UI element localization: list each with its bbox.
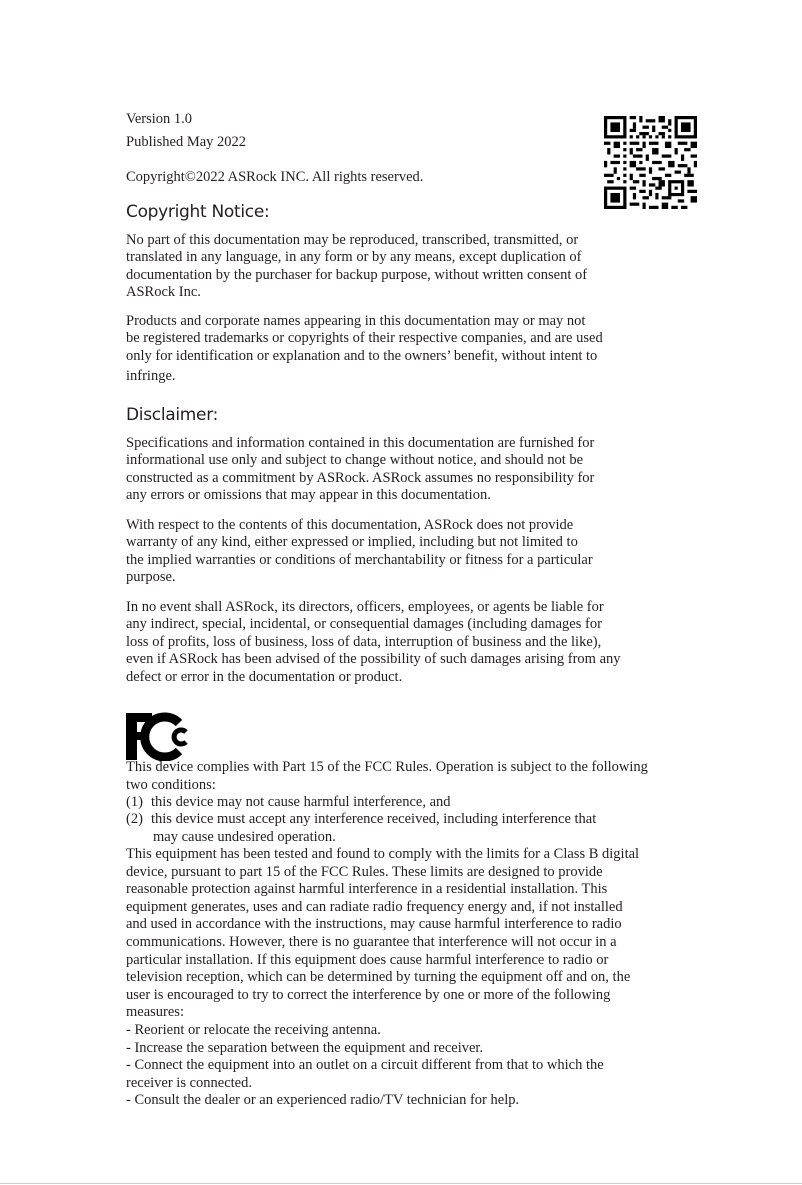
list-number: (1) [126, 794, 143, 810]
text-line: equipment generates, uses and can radiate radio frequency energy and, if not installed [126, 898, 623, 915]
text-line: ASRock Inc. [126, 284, 201, 301]
text-line: This device complies with Part 15 of the FCC Rules. Operation is subject to the following [126, 759, 648, 775]
disclaimer-paragraph-2 [126, 517, 686, 587]
text-line: device, pursuant to part 15 of the FCC Rules. These limits are designed to provide [126, 863, 603, 880]
list-number: (2) [126, 811, 143, 827]
text-line: loss of profits, loss of business, loss of data, interruption of business and the like), [126, 633, 602, 650]
qr-code-icon [604, 116, 697, 209]
text-line: measures: [126, 1004, 184, 1021]
text-line: defect or error in the documentation or product. [126, 668, 403, 685]
text-line: - Reorient or relocate the receiving antenna. [126, 1021, 381, 1038]
text-line: With respect to the contents of this documentation, ASRock does not provide [126, 517, 574, 533]
disclaimer-heading: Disclaimer: [126, 405, 219, 425]
copyright-paragraph-1 [126, 232, 686, 302]
disclaimer-paragraph-3 [126, 599, 686, 686]
text-line: Specifications and information contained in this documentation are furnished for [126, 435, 595, 451]
copyright-paragraph-2 [126, 313, 686, 386]
text-line: infringe. [126, 368, 176, 385]
text-line: the implied warranties or conditions of merchantability or fitness for a particular [126, 551, 593, 568]
fcc-condition-2-continued: may cause undesired operation. [153, 829, 336, 845]
text-line: television reception, which can be determined by turning the equipment off and on, the [126, 969, 631, 986]
text-line: even if ASRock has been advised of the possibility of such damages arising from any [126, 651, 621, 668]
list-text: this device may not cause harmful interference, and [151, 794, 451, 810]
text-line: user is encouraged to try to correct the interference by one or more of the following [126, 986, 611, 1003]
text-line: only for identification or explanation and to the owners’ benefit, without intent to [126, 347, 598, 364]
fcc-intro [126, 759, 686, 794]
fcc-body [126, 846, 686, 1110]
text-line: any indirect, special, incidental, or consequential damages (including damages for [126, 616, 602, 633]
text-line: Products and corporate names appearing in this documentation may or may not [126, 313, 586, 329]
text-line: No part of this documentation may be reproduced, transcribed, transmitted, or [126, 232, 579, 248]
text-line: receiver is connected. [126, 1074, 252, 1091]
copyright-notice-heading: Copyright Notice: [126, 202, 270, 222]
text-line: any errors or omissions that may appear in this documentation. [126, 487, 491, 504]
text-line: translated in any language, in any form or by any means, except duplication of [126, 249, 582, 266]
text-line: be registered trademarks or copyrights of their respective companies, and are used [126, 330, 603, 347]
text-line: warranty of any kind, either expressed or implied, including but not limited to [126, 534, 578, 551]
text-line: - Consult the dealer or an experienced radio/TV technician for help. [126, 1092, 520, 1109]
list-text: this device must accept any interference received, including interference that [151, 811, 597, 827]
fcc-condition-2 [126, 811, 596, 829]
copyright-line: Copyright©2022 ASRock INC. All rights reserved. [126, 169, 424, 185]
text-line: - Connect the equipment into an outlet on a circuit different from that to which the [126, 1057, 604, 1074]
fcc-condition-1 [126, 794, 451, 812]
bottom-divider [0, 1183, 802, 1184]
disclaimer-paragraph-1 [126, 435, 686, 505]
text-line: In no event shall ASRock, its directors, officers, employees, or agents be liable for [126, 599, 604, 615]
version-line: Version 1.0 [126, 111, 193, 127]
text-line: reasonable protection against harmful interference in a residential installation. This [126, 881, 608, 898]
fcc-logo-icon [126, 712, 194, 761]
text-line: communications. However, there is no guarantee that interference will not occur in a [126, 933, 617, 950]
text-line: - Increase the separation between the equipment and receiver. [126, 1039, 484, 1056]
text-line: two conditions: [126, 776, 216, 793]
text-line: particular installation. If this equipment does cause harmful interference to radio or [126, 951, 609, 968]
text-line: purpose. [126, 569, 176, 586]
text-line: This equipment has been tested and found to comply with the limits for a Class B digital [126, 846, 640, 862]
text-line: constructed as a commitment by ASRock. ASRock assumes no responsibility for [126, 469, 595, 486]
text-line: documentation by the purchaser for backup purpose, without written consent of [126, 266, 588, 283]
text-line: informational use only and subject to change without notice, and should not be [126, 452, 584, 469]
published-line: Published May 2022 [126, 134, 247, 150]
text-line: and used in accordance with the instructions, may cause harmful interference to radio [126, 916, 622, 933]
